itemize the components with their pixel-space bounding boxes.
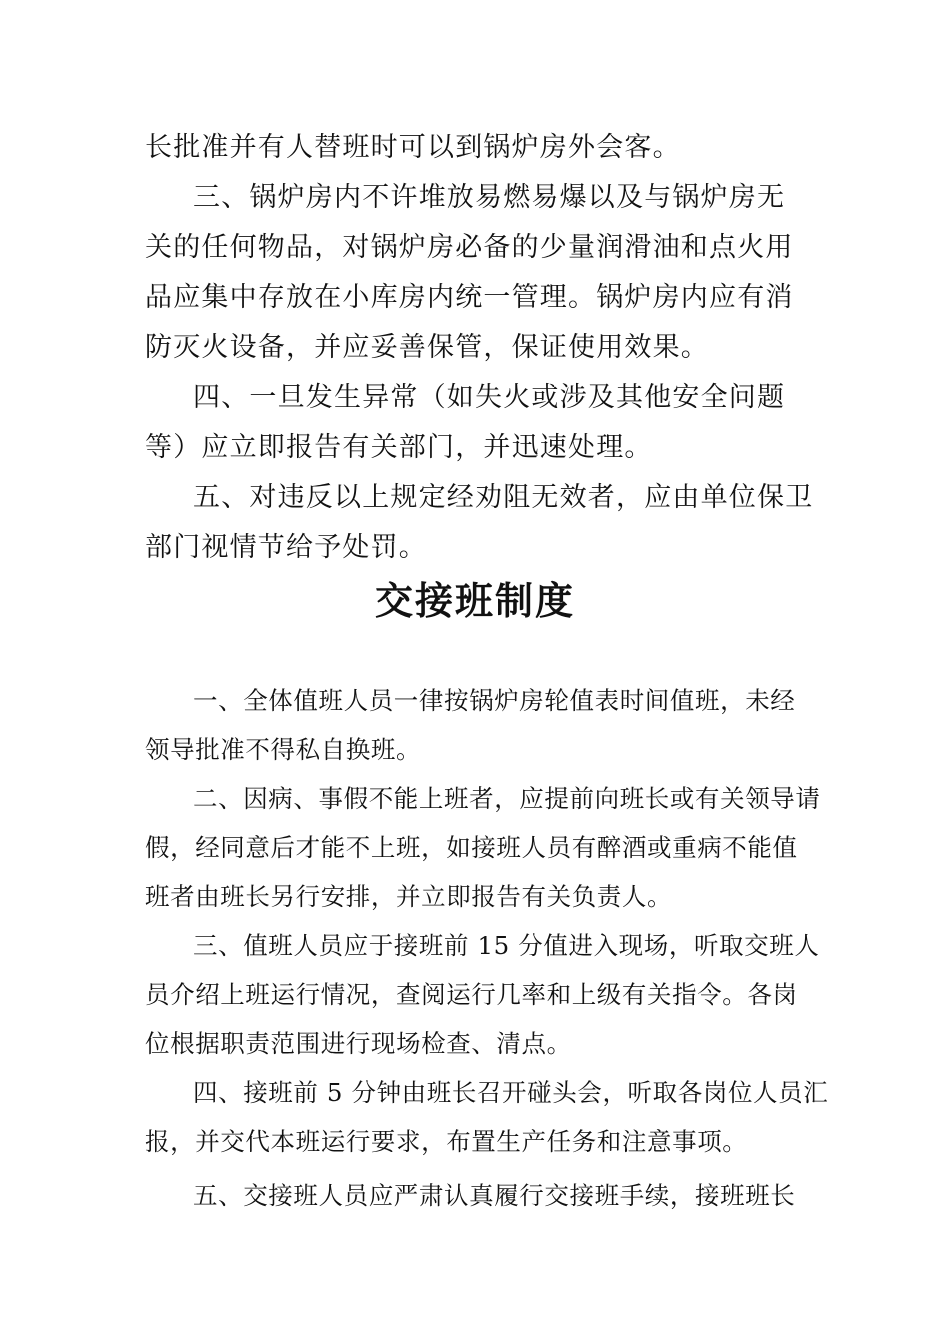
text-line: 三、值班人员应于接班前 15 分值进入现场，听取交班人	[193, 931, 820, 960]
text-line: 班者由班长另行安排，并立即报告有关负责人。	[145, 882, 673, 911]
text-line: 四、一旦发生异常（如失火或涉及其他安全问题	[193, 382, 786, 413]
text-line: 品应集中存放在小库房内统一管理。锅炉房内应有消	[145, 282, 794, 313]
text-line: 假，经同意后才能不上班，如接班人员有醉酒或重病不能值	[145, 833, 798, 862]
text-line: 五、对违反以上规定经劝阻无效者，应由单位保卫	[193, 482, 814, 513]
text-line: 三、锅炉房内不许堆放易燃易爆以及与锅炉房无	[193, 182, 786, 213]
text-line: 员介绍上班运行情况，查阅运行几率和上级有关指令。各岗	[145, 980, 798, 1009]
text-line: 领导批准不得私自换班。	[145, 735, 422, 764]
text-line: 等）应立即报告有关部门，并迅速处理。	[145, 432, 653, 463]
text-line: 关的任何物品，对锅炉房必备的少量润滑油和点火用	[145, 232, 794, 263]
section-title: 交接班制度	[374, 579, 575, 623]
text-line: 报，并交代本班运行要求，布置生产任务和注意事项。	[145, 1127, 748, 1156]
text-line: 一、全体值班人员一律按锅炉房轮值表时间值班，未经	[193, 686, 796, 715]
text-line: 五、交接班人员应严肃认真履行交接班手续，接班班长	[193, 1181, 796, 1210]
text-line: 二、因病、事假不能上班者，应提前向班长或有关领导请	[193, 784, 821, 813]
text-line: 长批准并有人替班时可以到锅炉房外会客。	[145, 132, 681, 163]
text-line: 防灭火设备，并应妥善保管，保证使用效果。	[145, 332, 709, 363]
text-line: 四、接班前 5 分钟由班长召开碰头会，听取各岗位人员汇	[193, 1078, 829, 1107]
text-line: 部门视情节给予处罚。	[145, 532, 427, 563]
text-line: 位根据职责范围进行现场检查、清点。	[145, 1029, 572, 1058]
